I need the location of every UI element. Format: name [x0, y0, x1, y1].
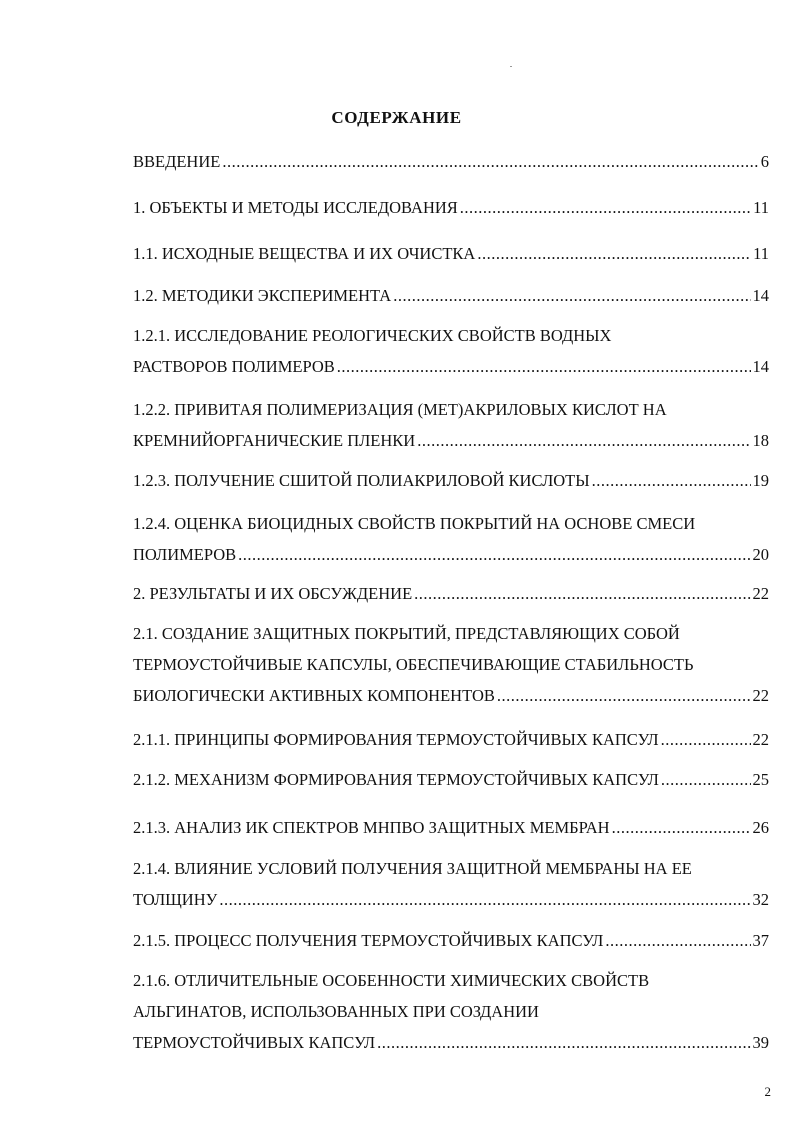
toc-entry	[133, 508, 769, 570]
toc-entry	[133, 192, 769, 223]
toc-entry-text-line: ТЕРМОУСТОЙЧИВЫЕ КАПСУЛЫ, ОБЕСПЕЧИВАЮЩИЕ СТАБИЛЬНОСТЬ	[133, 655, 694, 674]
toc-entry	[133, 465, 769, 496]
toc-entry	[133, 146, 769, 177]
toc-entry-title: ТОЛЩИНУ	[133, 890, 218, 909]
toc-entry	[133, 764, 769, 795]
toc-entry-page: 14	[752, 286, 769, 305]
toc-entry-page: 26	[752, 818, 769, 837]
toc-title: СОДЕРЖАНИЕ	[331, 108, 462, 127]
toc-entry-row	[133, 351, 769, 382]
toc-entry-title: 1.2.3. ПОЛУЧЕНИЕ СШИТОЙ ПОЛИАКРИЛОВОЙ КИСЛОТЫ	[133, 471, 590, 490]
toc-entry-title: 2. РЕЗУЛЬТАТЫ И ИХ ОБСУЖДЕНИЕ	[133, 584, 413, 603]
toc-entry-row	[133, 238, 769, 269]
dot-leader	[414, 578, 750, 609]
toc-entry-page: 11	[753, 198, 769, 217]
toc-entry-text-line: АЛЬГИНАТОВ, ИСПОЛЬЗОВАННЫХ ПРИ СОЗДАНИИ	[133, 1002, 539, 1021]
toc-entry-row	[133, 680, 769, 711]
dot-leader	[661, 724, 751, 755]
toc-entry-title: БИОЛОГИЧЕСКИ АКТИВНЫХ КОМПОНЕНТОВ	[133, 686, 495, 705]
toc-entry-text-line: 2.1.4. ВЛИЯНИЕ УСЛОВИЙ ПОЛУЧЕНИЯ ЗАЩИТНОЙ МЕМБРАНЫ НА ЕЕ	[133, 859, 692, 878]
toc-entry-title: 1.1. ИСХОДНЫЕ ВЕЩЕСТВА И ИХ ОЧИСТКА	[133, 244, 476, 263]
dot-leader	[219, 884, 750, 915]
dot-leader	[337, 351, 751, 382]
toc-entry	[133, 320, 769, 382]
toc-entry-page: 14	[752, 357, 769, 376]
toc-entry-text-line: 1.2.4. ОЦЕНКА БИОЦИДНЫХ СВОЙСТВ ПОКРЫТИЙ НА ОСНОВЕ СМЕСИ	[133, 514, 696, 533]
toc-entry	[133, 853, 769, 915]
dot-leader	[497, 680, 751, 711]
toc-entry-row	[133, 539, 769, 570]
dot-leader	[417, 425, 750, 456]
toc-entry	[133, 238, 769, 269]
toc-entry-page: 19	[752, 471, 769, 490]
toc-entry-text-line: 1.2.1. ИССЛЕДОВАНИЕ РЕОЛОГИЧЕСКИХ СВОЙСТВ ВОДНЫХ	[133, 326, 612, 345]
toc-entry-text-line: 2.1.6. ОТЛИЧИТЕЛЬНЫЕ ОСОБЕННОСТИ ХИМИЧЕСКИХ СВОЙСТВ	[133, 971, 650, 990]
toc-entry-title: 1.2. МЕТОДИКИ ЭКСПЕРИМЕНТА	[133, 286, 392, 305]
dot-leader	[238, 539, 750, 570]
toc-entry-row	[133, 192, 769, 223]
dot-leader	[605, 925, 750, 956]
toc-entry-title: КРЕМНИЙОРГАНИЧЕСКИЕ ПЛЕНКИ	[133, 431, 416, 450]
toc-entry-page: 18	[752, 431, 769, 450]
toc-entry-title: 2.1.2. МЕХАНИЗМ ФОРМИРОВАНИЯ ТЕРМОУСТОЙЧИВЫХ КАПСУЛ	[133, 770, 659, 789]
toc-entry-row	[133, 764, 769, 795]
toc-entry-title: 2.1.3. АНАЛИЗ ИК СПЕКТРОВ МНПВО ЗАЩИТНЫХ МЕМБРАН	[133, 818, 610, 837]
dot-leader	[377, 1027, 750, 1058]
dot-leader	[661, 764, 751, 795]
toc-entry-page: 22	[752, 730, 769, 749]
toc-entry-page: 37	[752, 931, 769, 950]
dot-leader	[477, 238, 751, 269]
toc-entry-page: 6	[760, 152, 769, 171]
dot-leader	[460, 192, 751, 223]
toc-entry	[133, 925, 769, 956]
toc-entry-row	[133, 724, 769, 755]
dot-leader	[393, 280, 750, 311]
toc-entry-title: 2.1.5. ПРОЦЕСС ПОЛУЧЕНИЯ ТЕРМОУСТОЙЧИВЫХ КАПСУЛ	[133, 931, 604, 950]
toc-entry-title: ВВЕДЕНИЕ	[133, 152, 221, 171]
toc-entry-row	[133, 1027, 769, 1058]
page-number: 2	[764, 1084, 771, 1099]
toc-entry-row	[133, 884, 769, 915]
toc-entry-title: ПОЛИМЕРОВ	[133, 545, 237, 564]
toc-entry-row	[133, 812, 769, 843]
toc-entry-title: 2.1.1. ПРИНЦИПЫ ФОРМИРОВАНИЯ ТЕРМОУСТОЙЧИВЫХ КАПСУЛ	[133, 730, 659, 749]
toc-entry-title: ТЕРМОУСТОЙЧИВЫХ КАПСУЛ	[133, 1033, 376, 1052]
toc-entry-page: 20	[752, 545, 769, 564]
toc-entry-row	[133, 425, 769, 456]
toc-entry	[133, 578, 769, 609]
toc-entry	[133, 812, 769, 843]
toc-entry-page: 39	[752, 1033, 769, 1052]
toc-entry-row	[133, 925, 769, 956]
toc-entry-text-line: 1.2.2. ПРИВИТАЯ ПОЛИМЕРИЗАЦИЯ (МЕТ)АКРИЛОВЫХ КИСЛОТ НА	[133, 400, 667, 419]
dot-leader	[612, 812, 751, 843]
dot-leader	[592, 465, 751, 496]
toc-entry	[133, 618, 769, 711]
toc-entry-page: 22	[752, 584, 769, 603]
toc-entry-page: 25	[752, 770, 769, 789]
toc-entry	[133, 394, 769, 456]
toc-entry-title: РАСТВОРОВ ПОЛИМЕРОВ	[133, 357, 335, 376]
toc-entry-page: 22	[752, 686, 769, 705]
toc-entry	[133, 280, 769, 311]
toc-entry-row	[133, 578, 769, 609]
toc-entry-page: 11	[753, 244, 769, 263]
toc-entry-row	[133, 465, 769, 496]
toc-entry-row	[133, 146, 769, 177]
toc-entry	[133, 724, 769, 755]
toc-entry-text-line: 2.1. СОЗДАНИЕ ЗАЩИТНЫХ ПОКРЫТИЙ, ПРЕДСТАВЛЯЮЩИХ СОБОЙ	[133, 624, 680, 643]
toc-entry-page: 32	[752, 890, 769, 909]
toc-entry	[133, 965, 769, 1058]
scan-speck	[510, 66, 512, 67]
dot-leader	[222, 146, 758, 177]
toc-entry-row	[133, 280, 769, 311]
toc-entry-title: 1. ОБЪЕКТЫ И МЕТОДЫ ИССЛЕДОВАНИЯ	[133, 198, 458, 217]
